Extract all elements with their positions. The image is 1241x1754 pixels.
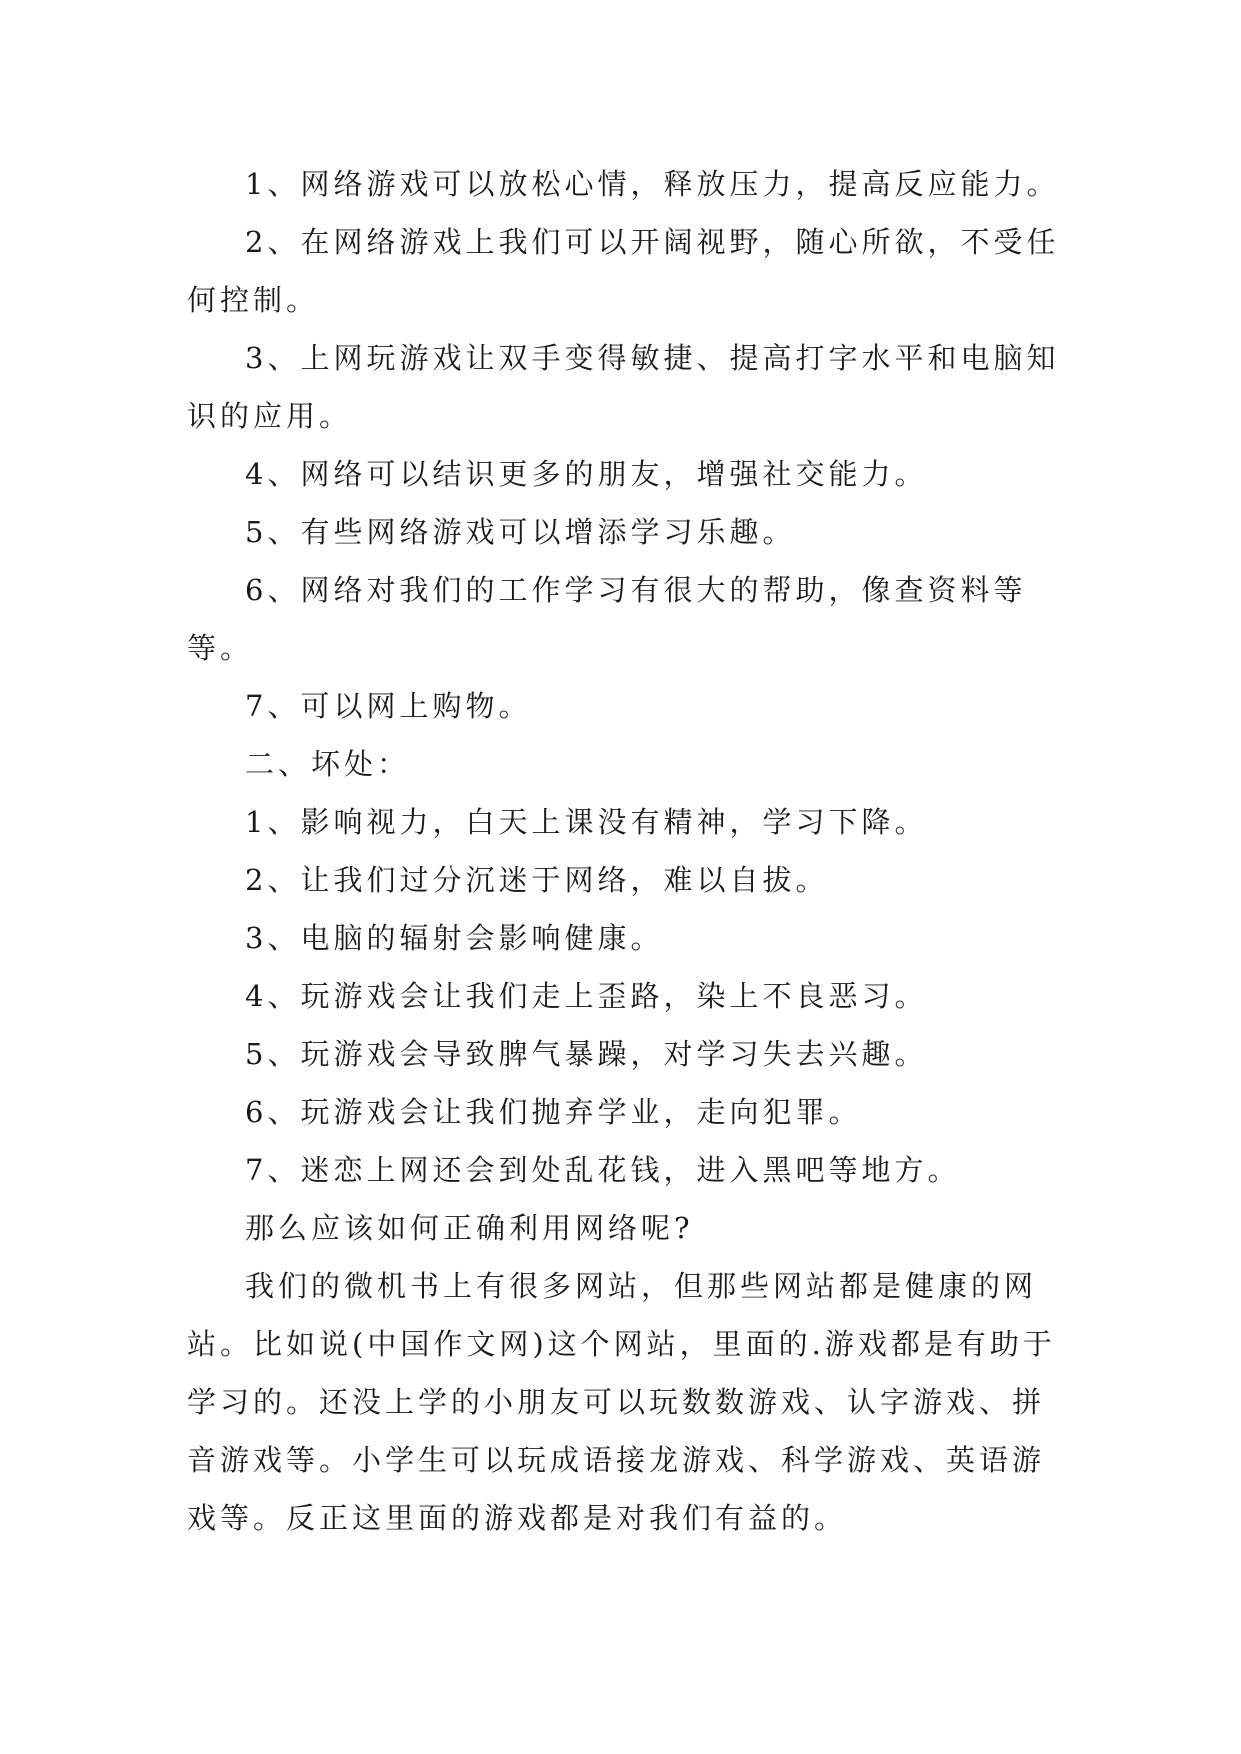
paragraph-harm-7: 7、迷恋上网还会到处乱花钱，进入黑吧等地方。	[245, 1153, 961, 1187]
paragraph-harm-3: 3、电脑的辐射会影响健康。	[245, 921, 664, 955]
paragraph-benefit-2: 2、在网络游戏上我们可以开阔视野，随心所欲，不受任何控制。	[187, 225, 1060, 317]
section-heading-harms: 二、坏处：	[245, 747, 411, 781]
paragraph-harm-4: 4、玩游戏会让我们走上歪路，染上不良恶习。	[245, 979, 928, 1013]
paragraph-benefit-5: 5、有些网络游戏可以增添学习乐趣。	[245, 515, 796, 549]
document-body	[187, 155, 1067, 1547]
paragraph-harm-5: 5、玩游戏会导致脾气暴躁，对学习失去兴趣。	[245, 1037, 928, 1071]
paragraph-benefit-3: 3、上网玩游戏让双手变得敏捷、提高打字水平和电脑知识的应用。	[187, 341, 1060, 433]
paragraph-harm-6: 6、玩游戏会让我们抛弃学业，走向犯罪。	[245, 1095, 862, 1129]
paragraph-harm-1: 1、影响视力，白天上课没有精神，学习下降。	[245, 805, 928, 839]
paragraph-harm-2: 2、让我们过分沉迷于网络，难以自拔。	[245, 863, 829, 897]
paragraph-benefit-6: 6、网络对我们的工作学习有很大的帮助，像查资料等等。	[187, 573, 1027, 665]
paragraph-benefit-1: 1、网络游戏可以放松心情，释放压力，提高反应能力。	[245, 167, 1060, 201]
paragraph-question: 那么应该如何正确利用网络呢?	[245, 1211, 694, 1245]
paragraph-benefit-7: 7、可以网上购物。	[245, 689, 532, 723]
paragraph-conclusion: 我们的微机书上有很多网站，但那些网站都是健康的网站。比如说(中国作文网)这个网站，里面的.游戏都是有助于学习的。还没上学的小朋友可以玩数数游戏、认字游戏、拼音游戏等。小学生可以玩成语接龙游戏、科学游戏、英语游戏等。反正这里面的游戏都是对我们有益的。	[187, 1269, 1056, 1535]
paragraph-benefit-4: 4、网络可以结识更多的朋友，增强社交能力。	[245, 457, 928, 491]
